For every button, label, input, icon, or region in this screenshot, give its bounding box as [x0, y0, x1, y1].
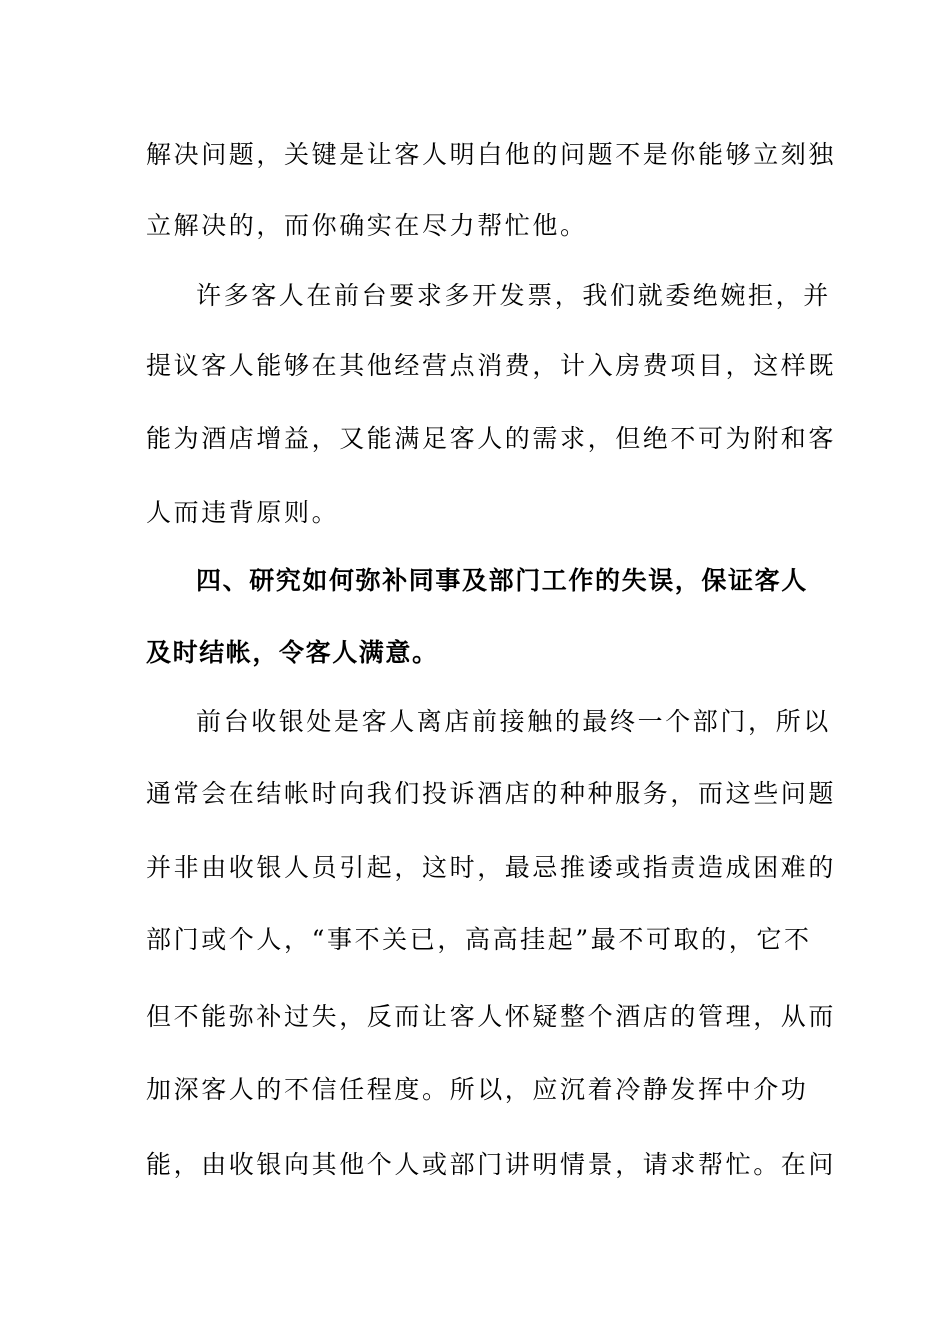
text-line: 前台收银处是客人离店前接触的最终一个部门，所以	[196, 707, 831, 736]
text-line: 但不能弥补过失，反而让客人怀疑整个酒店的管理，从而	[146, 1002, 837, 1031]
text-line: 许多客人在前台要求多开发票，我们就委绝婉拒，并	[196, 281, 831, 310]
text-line: 并非由收银人员引起，这时，最忌推诿或指责造成困难的	[146, 853, 837, 882]
text-line: 能为酒店增益，又能满足客人的需求，但绝不可为附和客	[146, 424, 837, 453]
text-line: 部门或个人，“事不关已，高高挂起”最不可取的，它不	[146, 925, 812, 954]
text-line: 能，由收银向其他个人或部门讲明情景，请求帮忙。在问	[146, 1150, 837, 1179]
text-line: 加深客人的不信任程度。所以，应沉着冷静发挥中介功	[146, 1075, 809, 1104]
section-heading-line: 及时结帐，令客人满意。	[146, 638, 439, 667]
text-line: 人而违背原则。	[146, 498, 340, 527]
section-heading-line: 四、研究如何弥补同事及部门工作的失误，保证客人	[196, 566, 808, 595]
text-line: 立解决的，而你确实在尽力帮忙他。	[146, 211, 588, 240]
text-line: 解决问题，关键是让客人明白他的问题不是你能够立刻独	[146, 140, 837, 169]
text-line: 提议客人能够在其他经营点消费，计入房费项目，这样既	[146, 351, 837, 380]
text-line: 通常会在结帐时向我们投诉酒店的种种服务，而这些问题	[146, 779, 837, 808]
